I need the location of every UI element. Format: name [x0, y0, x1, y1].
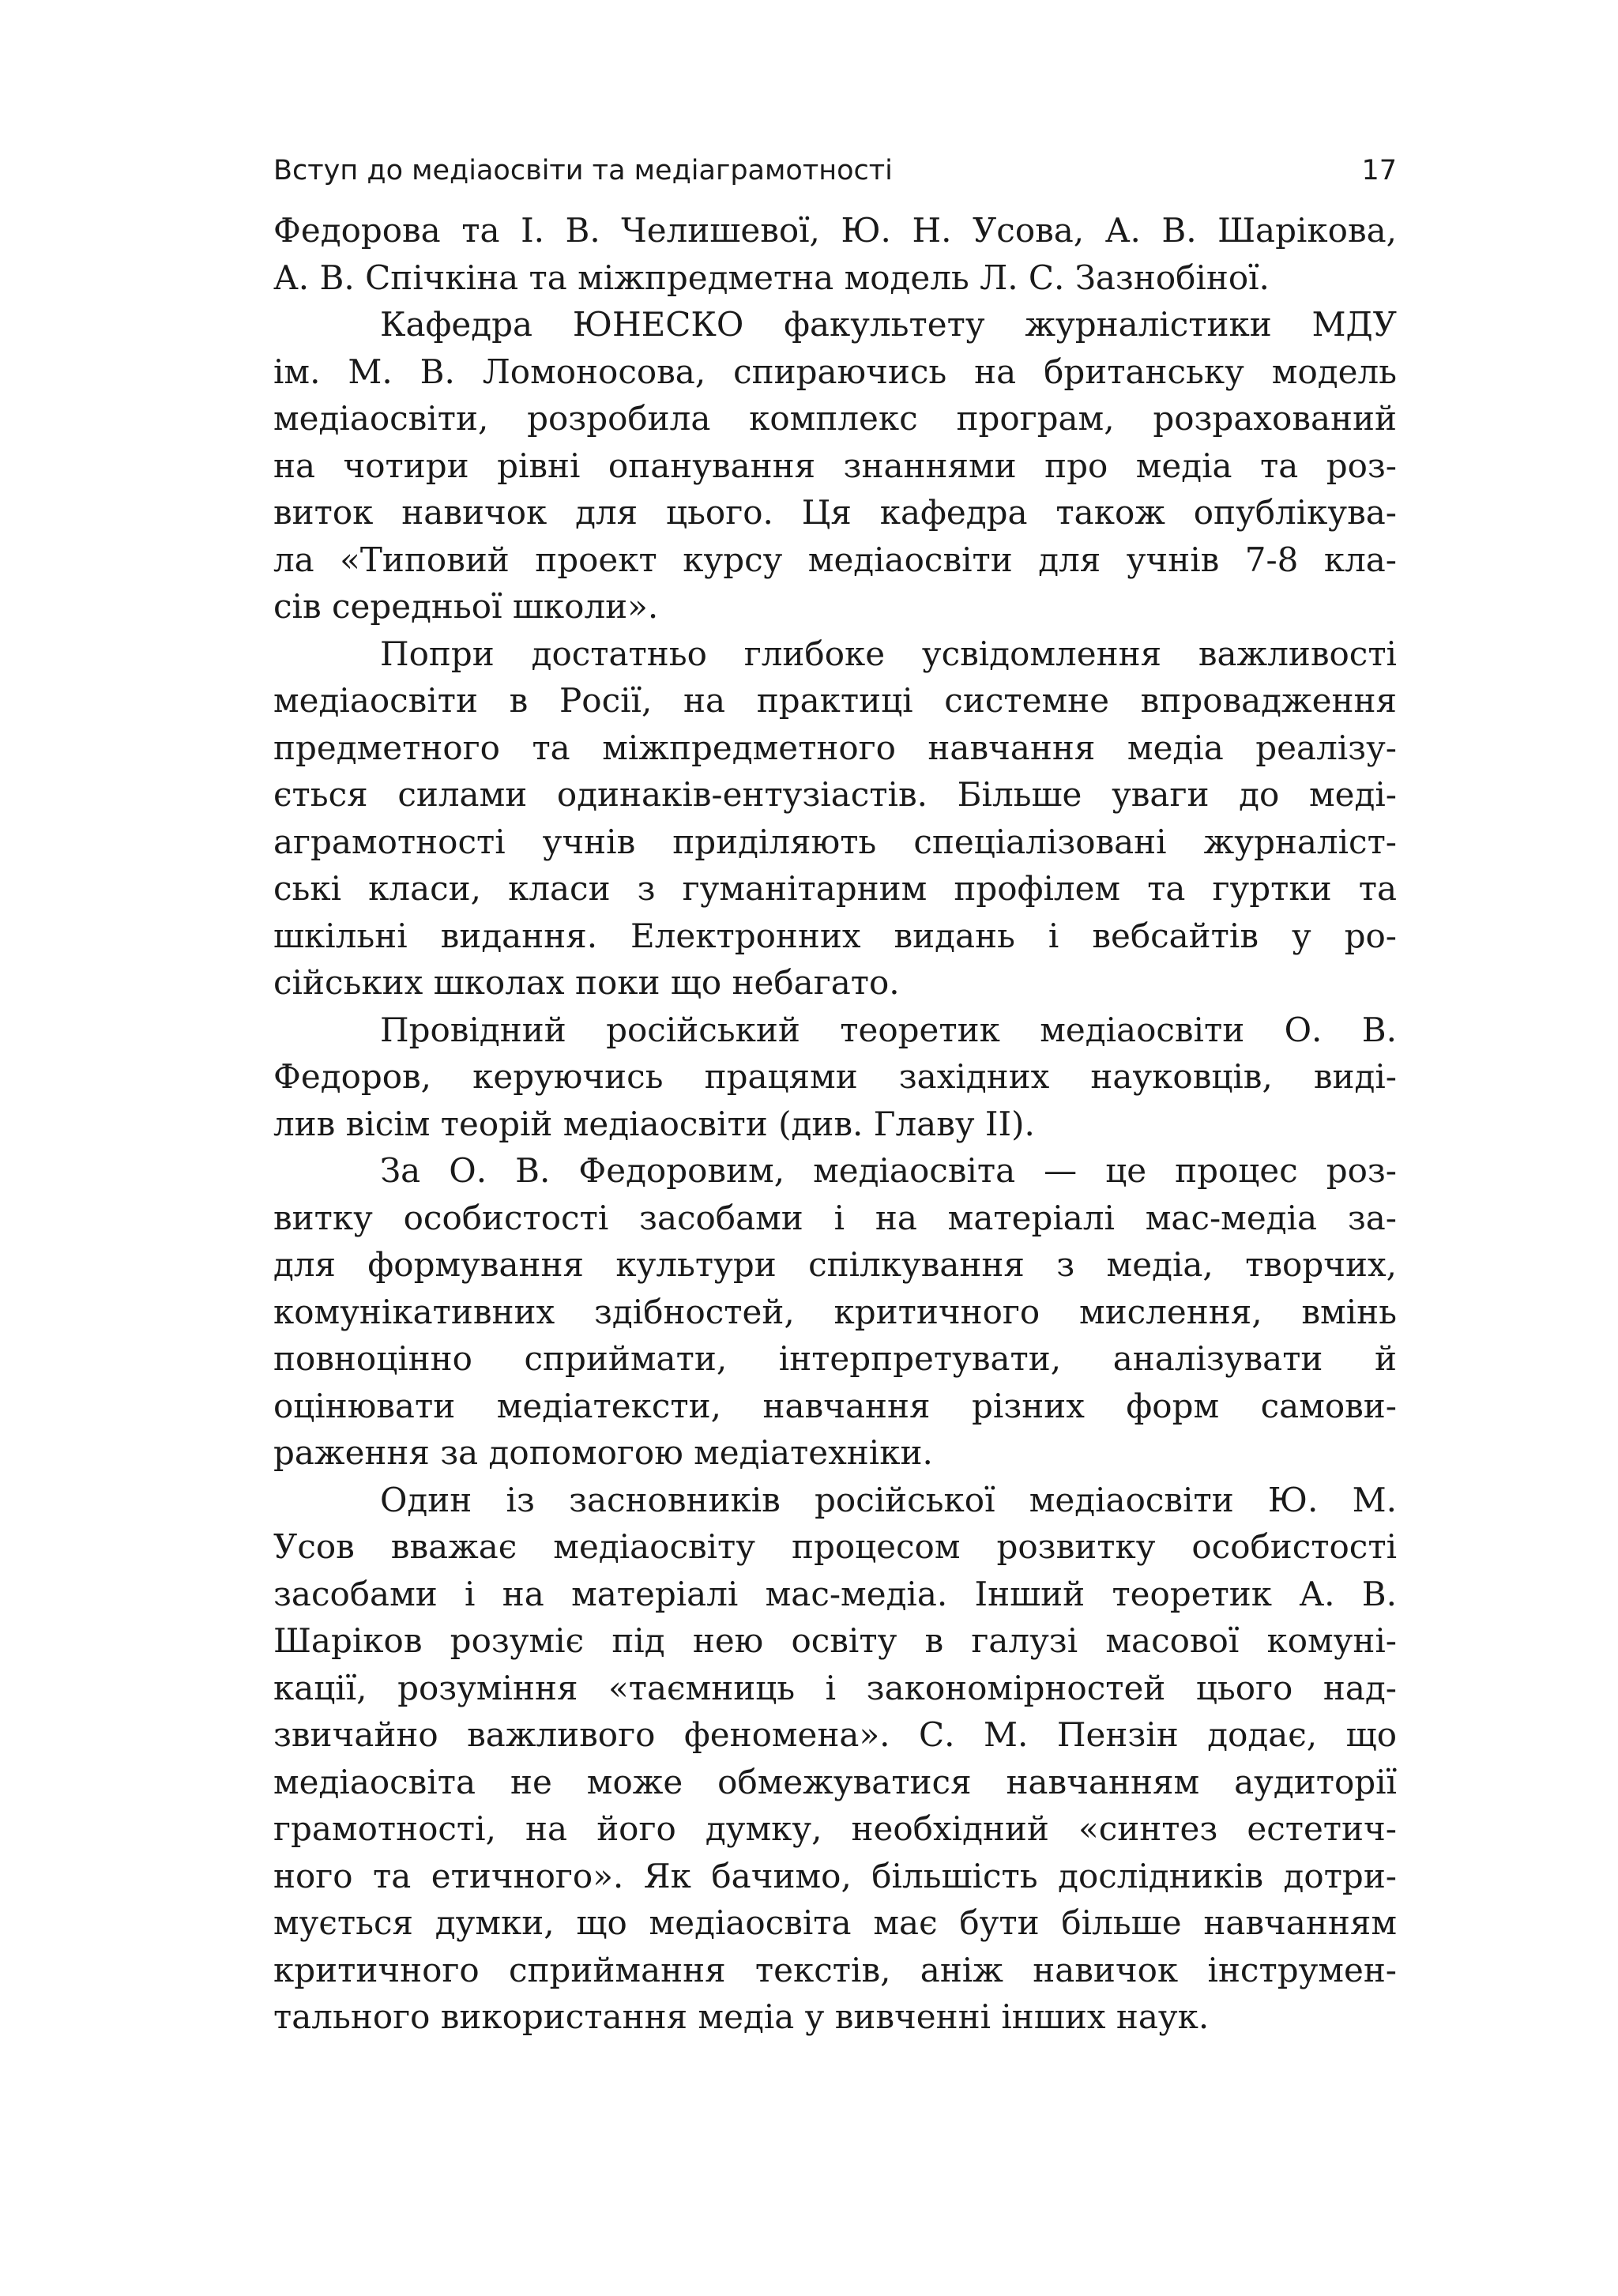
paragraph-fedorov-definition — [273, 1147, 1397, 1477]
text-line: сійських школах поки що небагато. — [273, 963, 900, 1002]
text-line: А. В. Спічкіна та міжпредметна модель Л. С. Зазнобіної. — [273, 258, 1270, 297]
paragraph-unesco-department — [273, 301, 1397, 630]
paragraph-russia-practice — [273, 630, 1397, 1007]
text-line: Федорова та І. В. Челишевої, Ю. Н. Усова, А. В. Шарікова, — [273, 211, 1397, 250]
text-line: критичного сприймання текстів, аніж навичок інструмен- — [273, 1950, 1397, 1989]
text-line: медіаосвіта не може обмежуватися навчанням аудиторії — [273, 1762, 1397, 1801]
paragraph-usov-sharikov-penzin — [273, 1477, 1397, 2041]
running-header-title: Вступ до медіаосвіти та медіаграмотності — [273, 155, 893, 186]
text-line: тального використання медіа у вивченні інших наук. — [273, 1997, 1210, 2036]
text-line: Провідний російський теоретик медіаосвіти О. В. — [380, 1010, 1397, 1049]
text-line: повноцінно сприймати, інтерпретувати, аналізувати й — [273, 1339, 1397, 1378]
text-line: ські класи, класи з гуманітарним профілем та гуртки та — [273, 869, 1397, 908]
text-line: витку особистості засобами і на матеріалі мас-медіа за- — [273, 1198, 1397, 1237]
text-line: Кафедра ЮНЕСКО факультету журналістики МДУ — [380, 305, 1397, 344]
text-line: на чотири рівні опанування знаннями про медіа та роз- — [273, 446, 1397, 485]
body-text — [273, 207, 1397, 2041]
text-line: ла «Типовий проект курсу медіаосвіти для учнів 7-8 кла- — [273, 540, 1397, 579]
text-line: медіаосвіти в Росії, на практиці системне впровадження — [273, 681, 1397, 720]
text-line: сів середньої школи». — [273, 587, 659, 626]
text-line: комунікативних здібностей, критичного мислення, вмінь — [273, 1292, 1397, 1331]
text-line: для формування культури спілкування з медіа, творчих, — [273, 1245, 1397, 1284]
text-line: звичайно важливого феномена». С. М. Пензін додає, що — [273, 1715, 1397, 1754]
paragraph-continuation — [273, 207, 1397, 301]
text-line: аграмотності учнів приділяють спеціалізовані журналіст- — [273, 822, 1397, 861]
text-line: Один із засновників російської медіаосвіти Ю. М. — [380, 1480, 1397, 1519]
text-line: Усов вважає медіаосвіту процесом розвитку особистості — [273, 1527, 1397, 1566]
text-line: мується думки, що медіаосвіта має бути більше навчанням — [273, 1903, 1397, 1942]
text-line: предметного та міжпредметного навчання медіа реалізу- — [273, 728, 1397, 767]
text-line: кації, розуміння «таємниць і закономірностей цього над- — [273, 1668, 1397, 1707]
text-line: засобами і на матеріалі мас-медіа. Інший теоретик А. В. — [273, 1574, 1397, 1613]
text-line: медіаосвіти, розробила комплекс програм, розрахований — [273, 399, 1397, 438]
text-line: Федоров, керуючись працями західних науковців, виді- — [273, 1057, 1397, 1096]
text-line: оцінювати медіатексти, навчання різних форм самови- — [273, 1386, 1397, 1425]
text-line: раження за допомогою медіатехніки. — [273, 1433, 933, 1472]
text-line: ється силами одинаків-ентузіастів. Більше уваги до меді- — [273, 775, 1397, 814]
text-line: ім. М. В. Ломоносова, спираючись на британську модель — [273, 352, 1397, 391]
text-line: За О. В. Федоровим, медіаосвіта — це процес роз- — [380, 1151, 1397, 1190]
paragraph-fedorov-theories — [273, 1007, 1397, 1148]
text-line: Шаріков розуміє під нею освіту в галузі масової комуні- — [273, 1621, 1397, 1660]
running-header — [273, 147, 1397, 194]
text-line: лив вісім теорій медіаосвіти (див. Главу ІІ). — [273, 1104, 1035, 1143]
text-line: ного та етичного». Як бачимо, більшість дослідників дотри- — [273, 1856, 1397, 1895]
text-line: Попри достатньо глибоке усвідомлення важливості — [380, 634, 1397, 673]
text-line: шкільні видання. Електронних видань і вебсайтів у ро- — [273, 916, 1397, 955]
page-number: 17 — [1361, 155, 1397, 186]
text-line: виток навичок для цього. Ця кафедра також опублікува- — [273, 493, 1397, 532]
text-line: грамотності, на його думку, необхідний «синтез естетич- — [273, 1809, 1397, 1848]
